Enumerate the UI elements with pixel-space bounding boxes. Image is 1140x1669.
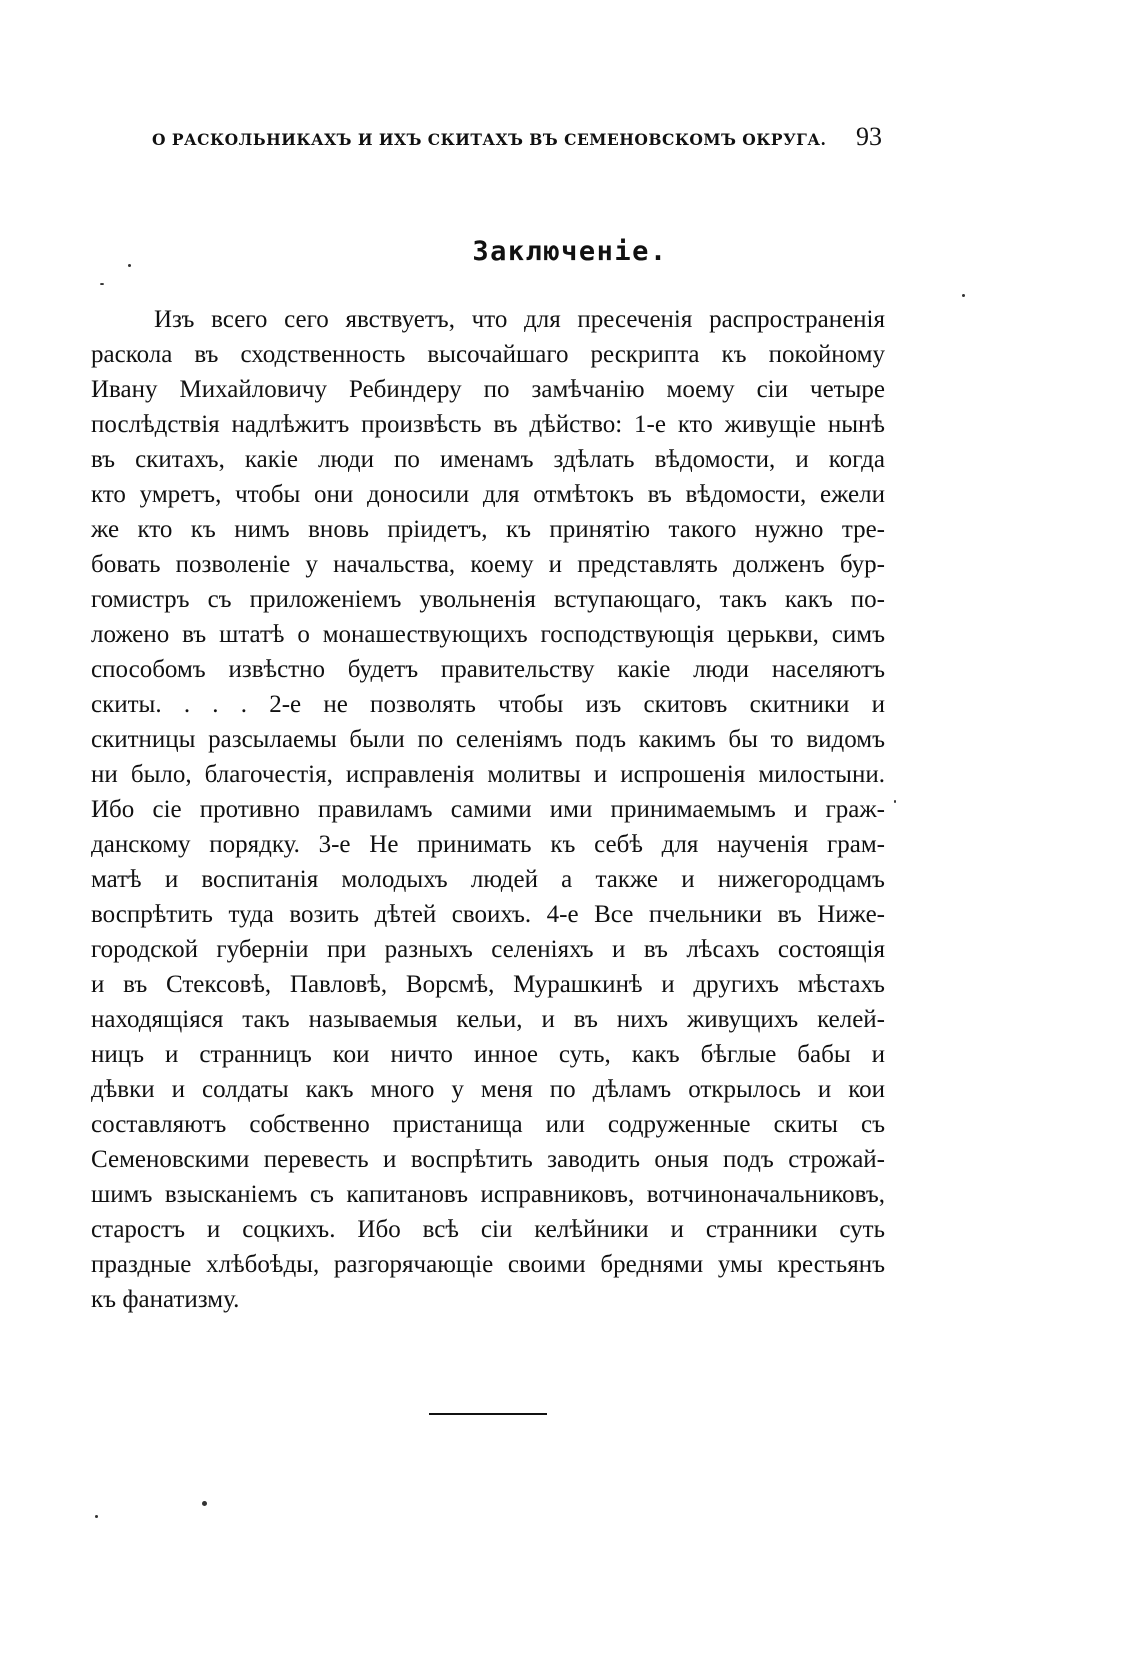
text-line: данскому порядку. 3-е Не принимать къ себѣ для наученiя грам-: [91, 831, 885, 858]
text-line: городской губернiи при разныхъ селенiяхъ и въ лѣсахъ состоящiя: [91, 936, 885, 963]
running-title: О РАСКОЛЬНИКАХЪ И ИХЪ СКИТАХЪ ВЪ СЕМЕНОВСКОМЪ ОКРУГА.: [152, 130, 827, 149]
print-speck: [202, 1501, 207, 1506]
text-line: способомъ извѣстно будетъ правительству какiе люди населяютъ: [91, 656, 885, 683]
text-line: бовать позволенiе у начальства, коему и представлять долженъ бур-: [91, 551, 885, 578]
page-number: 93: [856, 122, 882, 151]
text-line: кто умретъ, чтобы они доносили для отмѣтокъ въ вѣдомости, ежели: [91, 481, 885, 508]
text-line: гомистръ съ приложенiемъ увольненiя вступающаго, такъ какъ по-: [91, 586, 885, 613]
text-line: скиты. . . . 2-е не позволять чтобы изъ скитовъ скитники и: [91, 691, 885, 718]
print-speck: [894, 800, 896, 803]
text-line: Ивану Михайловичу Ребиндеру по замѣчанiю моему сiи четыре: [91, 376, 885, 403]
text-line: Семеновскими перевесть и воспрѣтить заводить оныя подъ строжай-: [91, 1146, 885, 1173]
text-line: и въ Стексовѣ, Павловѣ, Ворсмѣ, Мурашкинѣ и другихъ мѣстахъ: [91, 971, 885, 998]
text-line: ложено въ штатѣ о монашествующихъ господствующiя церькви, симъ: [91, 621, 885, 648]
body-paragraph: [91, 302, 885, 1317]
text-line: шимъ взысканiемъ съ капитановъ исправниковъ, вотчиноначальниковъ,: [91, 1181, 885, 1208]
text-line: ницъ и странницъ кои ничто инное суть, какъ бѣглые бабы и: [91, 1041, 885, 1068]
print-speck: [100, 283, 104, 285]
text-line: послѣдствiя надлѣжитъ произвѣсть въ дѣйство: 1-е кто живущiе нынѣ: [91, 411, 885, 438]
text-line: Ибо сiе противно правиламъ самими ими принимаемымъ и граж-: [91, 796, 885, 823]
text-line: воспрѣтить туда возить дѣтей своихъ. 4-е Все пчельники въ Ниже-: [91, 901, 885, 928]
text-line: старостъ и соцкихъ. Ибо всѣ сiи келѣйники и странники суть: [91, 1216, 885, 1243]
text-line: находящiяся такъ называемыя кельи, и въ нихъ живущихъ келей-: [91, 1006, 885, 1033]
text-line: составляютъ собственно пристанища или содруженные скиты съ: [91, 1111, 885, 1138]
text-line: Изъ всего сего явствуетъ, что для пресеченiя распространенiя: [154, 306, 885, 333]
text-line: дѣвки и солдаты какъ много у меня по дѣламъ открылось и кои: [91, 1076, 885, 1103]
text-line: праздные хлѣбоѣды, разгорячающiе своими бреднями умы крестьянъ: [91, 1251, 885, 1278]
section-heading: Заключенiе.: [472, 236, 668, 267]
text-line: же кто къ нимъ вновь прiидетъ, къ принятiю такого нужно тре-: [91, 516, 885, 543]
text-line: скитницы разсылаемы были по селенiямъ подъ какимъ бы то видомъ: [91, 726, 885, 753]
print-speck: [962, 294, 965, 297]
running-head: [152, 122, 882, 162]
closing-rule: [429, 1413, 547, 1415]
text-line: матѣ и воспитанiя молодыхъ людей а также и нижегородцамъ: [91, 866, 885, 893]
text-line: къ фанатизму.: [91, 1286, 240, 1313]
text-line: ни было, благочестiя, исправленiя молитвы и испрошенiя милостыни.: [91, 761, 885, 788]
print-speck: [95, 1515, 98, 1518]
text-line: въ скитахъ, какiе люди по именамъ здѣлать вѣдомости, и когда: [91, 446, 885, 473]
print-speck: [128, 264, 131, 267]
text-line: раскола въ сходственность высочайшаго рескрипта къ покойному: [91, 341, 885, 368]
